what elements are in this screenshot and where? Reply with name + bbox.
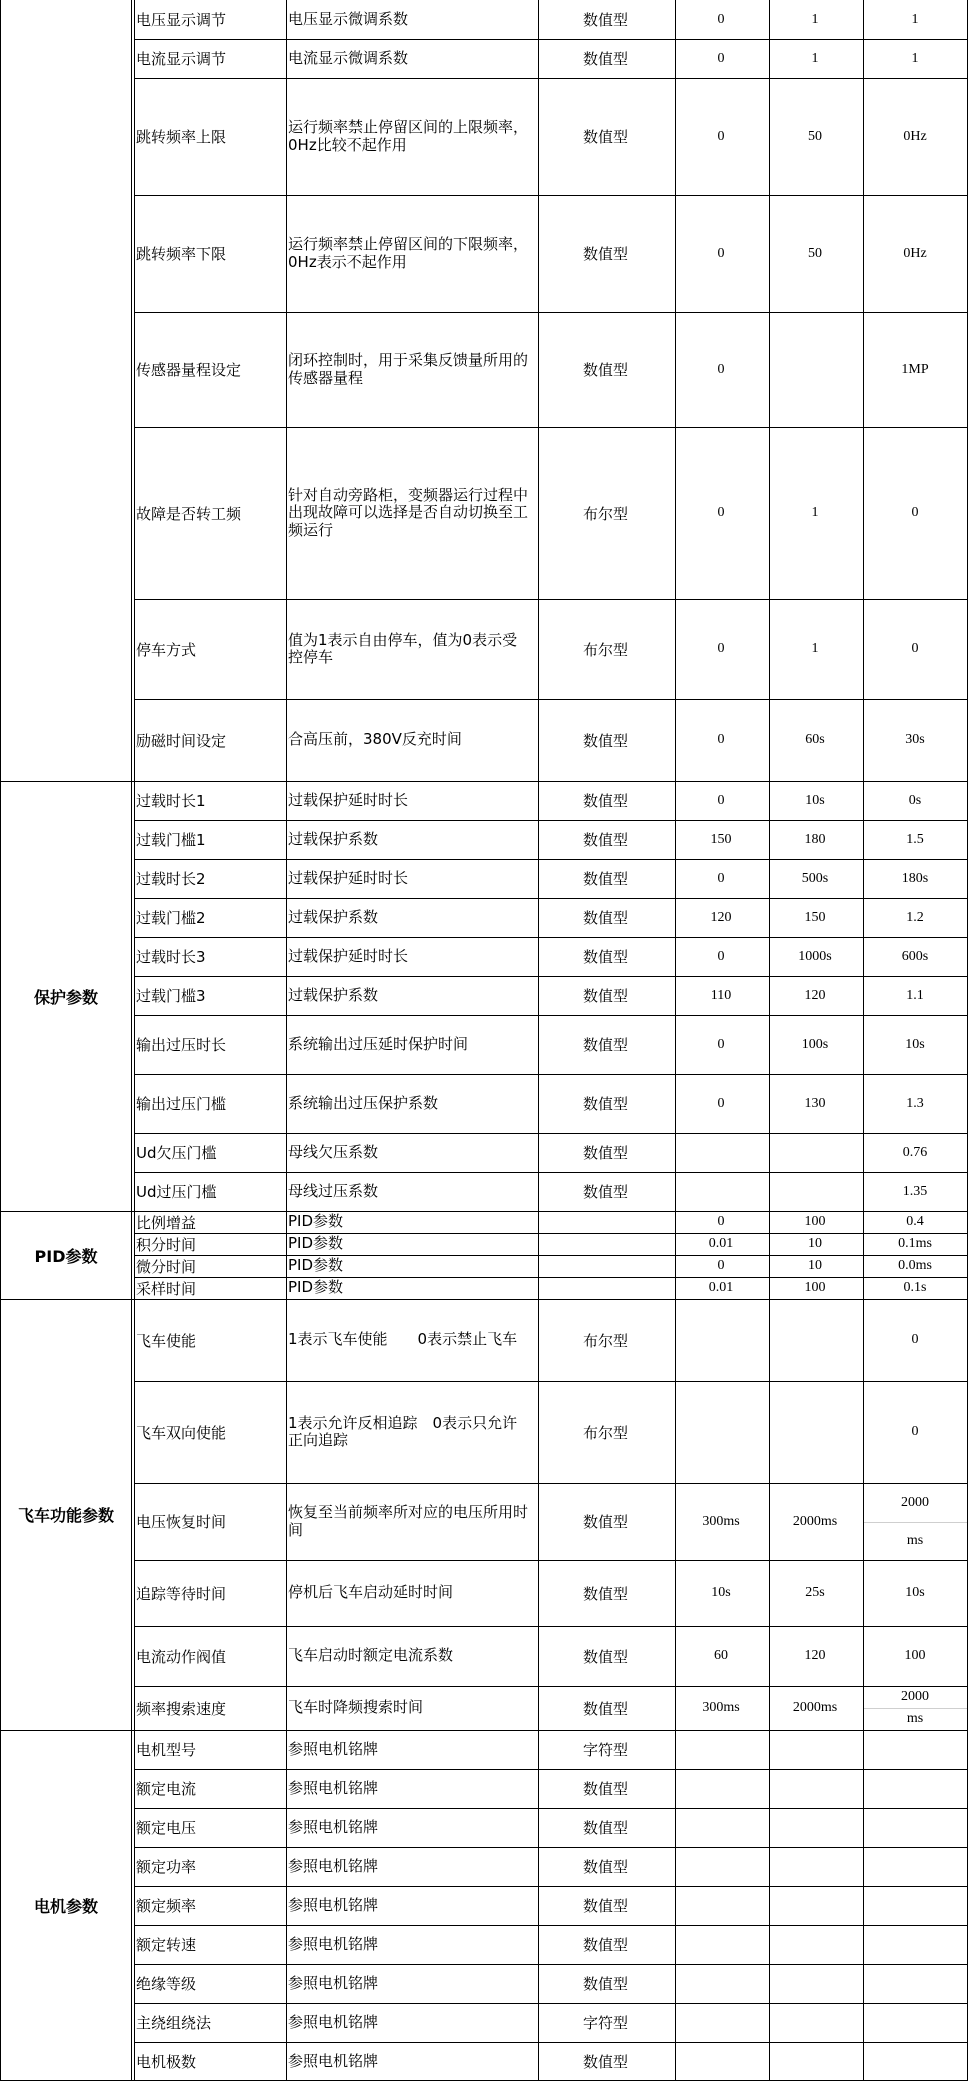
param-max	[769, 1172, 861, 1211]
param-description: 参照电机铭牌	[288, 1817, 379, 1836]
param-type: 布尔型	[582, 504, 628, 523]
param-max	[769, 2003, 861, 2042]
param-name: 输出过压门槛	[136, 1095, 227, 1113]
param-description: PID参数	[288, 1256, 344, 1275]
param-default-value: 2000	[901, 1494, 929, 1510]
param-min: 110	[710, 987, 732, 1003]
param-max: 150	[804, 909, 826, 925]
param-min: 10s	[711, 1585, 731, 1600]
param-max	[769, 1769, 861, 1808]
param-type: 数值型	[582, 1975, 628, 1993]
param-name: 电流显示调节	[136, 50, 227, 68]
column-divider	[769, 0, 770, 2081]
param-default	[863, 1769, 967, 1808]
param-default: 1MP	[901, 361, 929, 377]
param-max: 60s	[805, 732, 825, 747]
param-description: 电流显示微调系数	[288, 48, 409, 67]
param-name: 过载门槛1	[136, 831, 206, 849]
param-min: 60	[714, 1648, 728, 1663]
param-name: 停车方式	[136, 640, 197, 659]
param-min	[675, 1133, 767, 1172]
param-name: 采样时间	[136, 1279, 197, 1298]
param-max	[769, 312, 861, 427]
param-description: PID参数	[288, 1212, 344, 1231]
param-default: 0.0ms	[898, 1258, 932, 1273]
param-name: 绝缘等级	[136, 1975, 197, 1993]
param-name: 频率搜索速度	[136, 1699, 227, 1718]
param-default: 0.1s	[903, 1280, 927, 1295]
param-default: 100	[904, 1648, 926, 1663]
param-description: 参照电机铭牌	[288, 1895, 379, 1914]
param-type: 数值型	[582, 987, 628, 1005]
param-default: 0	[911, 505, 919, 520]
param-type: 数值型	[582, 1584, 628, 1603]
param-max	[769, 1925, 861, 1964]
param-max: 1	[811, 641, 819, 656]
param-name: 电压显示调节	[136, 11, 227, 29]
param-description: 过载保护系数	[288, 985, 379, 1004]
column-divider	[863, 0, 864, 2081]
param-max	[769, 1381, 861, 1483]
param-max: 100s	[801, 1036, 829, 1052]
param-min: 0	[717, 1214, 725, 1229]
param-description: 过载保护延时时长	[288, 946, 409, 965]
param-default: 1	[911, 11, 919, 27]
param-min: 0	[717, 128, 725, 144]
param-type: 数值型	[582, 1144, 628, 1162]
param-type: 数值型	[582, 50, 628, 68]
param-max: 100	[804, 1214, 826, 1229]
param-max	[769, 1808, 861, 1847]
column-divider	[134, 0, 135, 2081]
column-divider	[967, 0, 968, 2081]
group-label-protection: 保护参数	[0, 781, 132, 1211]
param-name: 额定电流	[136, 1780, 197, 1798]
param-default	[863, 2042, 967, 2081]
param-min: 0	[717, 245, 725, 261]
param-type: 数值型	[582, 1699, 628, 1718]
param-description: 过载保护延时时长	[288, 790, 409, 809]
param-type: 数值型	[582, 1183, 628, 1201]
param-min: 0	[717, 505, 725, 520]
param-name: 励磁时间设定	[136, 731, 227, 750]
param-type: 数值型	[582, 361, 628, 379]
param-default: 0	[911, 1332, 919, 1347]
param-min: 0	[717, 792, 725, 808]
group-label-flying-start: 飞车功能参数	[0, 1299, 132, 1730]
param-min: 0.01	[708, 1280, 734, 1295]
param-description: 飞车启动时额定电流系数	[288, 1646, 454, 1665]
param-description: 参照电机铭牌	[288, 1778, 379, 1797]
param-max: 120	[804, 987, 826, 1003]
param-max	[769, 1847, 861, 1886]
param-max: 10s	[805, 792, 825, 808]
param-description: 参照电机铭牌	[288, 2012, 379, 2031]
param-max: 130	[804, 1095, 826, 1111]
param-max	[769, 1730, 861, 1769]
param-default: 1.5	[906, 831, 924, 847]
param-max: 100	[804, 1280, 826, 1295]
param-min	[675, 1808, 767, 1847]
param-max: 10	[808, 1258, 822, 1273]
param-type: 数值型	[582, 948, 628, 966]
param-min: 0	[717, 870, 725, 886]
param-type: 数值型	[582, 1897, 628, 1915]
param-max: 120	[804, 1648, 826, 1663]
param-type: 数值型	[582, 1858, 628, 1876]
param-type: 数值型	[582, 1936, 628, 1954]
param-type: 数值型	[582, 245, 628, 263]
param-description: 参照电机铭牌	[288, 1856, 379, 1875]
param-description: 1表示飞车使能 0表示禁止飞车	[288, 1330, 518, 1349]
param-name: 积分时间	[136, 1235, 197, 1254]
param-default	[863, 2003, 967, 2042]
param-description: 电压显示微调系数	[288, 9, 409, 28]
param-min	[675, 1730, 767, 1769]
param-description: 母线过压系数	[288, 1181, 379, 1200]
param-min	[675, 1769, 767, 1808]
param-type: 数值型	[582, 1513, 628, 1531]
param-name: 追踪等待时间	[136, 1584, 227, 1603]
param-description: 系统输出过压延时保护时间	[288, 1034, 469, 1053]
param-min: 300ms	[702, 1700, 740, 1715]
param-type: 数值型	[582, 11, 628, 29]
param-max: 50	[808, 128, 822, 144]
param-default: 0Hz	[903, 245, 927, 261]
param-min: 0	[717, 361, 725, 377]
param-description: 过载保护系数	[288, 907, 379, 926]
param-description: 恢复至当前频率所对应的电压所用时间	[288, 1503, 529, 1539]
param-description: 参照电机铭牌	[288, 1973, 379, 1992]
param-type: 数值型	[582, 870, 628, 888]
param-name: 过载时长2	[136, 870, 206, 888]
param-default-unit: ms	[906, 1711, 924, 1726]
param-description: 运行频率禁止停留区间的下限频率，0Hz表示不起作用	[288, 235, 529, 271]
param-min	[675, 1847, 767, 1886]
param-min: 0	[717, 11, 725, 27]
param-name: Ud欠压门槛	[136, 1144, 217, 1162]
param-default: 0	[911, 641, 919, 656]
param-min: 0	[717, 1095, 725, 1111]
param-type: 数值型	[582, 1647, 628, 1666]
param-default: 1.3	[906, 1095, 924, 1111]
param-max	[769, 1886, 861, 1925]
param-min: 0	[717, 50, 725, 66]
param-description: 针对自动旁路柜，变频器运行过程中出现故障可以选择是否自动切换至工频运行	[288, 486, 529, 539]
param-default-unit: ms	[906, 1533, 924, 1548]
param-name: 过载时长3	[136, 948, 206, 966]
param-type: 数值型	[582, 731, 628, 750]
param-name: 传感器量程设定	[136, 361, 242, 379]
param-max: 2000ms	[792, 1513, 838, 1529]
param-description: 参照电机铭牌	[288, 1934, 379, 1953]
param-default	[863, 1964, 967, 2003]
param-name: 电压恢复时间	[136, 1513, 227, 1531]
param-type	[538, 1255, 673, 1277]
param-min: 0	[717, 641, 725, 656]
param-min	[675, 2042, 767, 2081]
param-type: 数值型	[582, 128, 628, 146]
param-default	[863, 1730, 967, 1769]
param-default: 0.4	[906, 1214, 924, 1229]
param-max	[769, 1133, 861, 1172]
param-description: 合高压前，380V反充时间	[288, 730, 462, 749]
param-default: 0s	[908, 792, 922, 808]
param-max	[769, 2042, 861, 2081]
param-name: 额定转速	[136, 1936, 197, 1954]
param-name: Ud过压门槛	[136, 1183, 217, 1201]
param-type: 数值型	[582, 831, 628, 849]
group-label-misc	[0, 0, 132, 781]
param-min	[675, 1925, 767, 1964]
param-max: 1	[811, 50, 819, 66]
param-default: 10s	[905, 1585, 925, 1600]
param-min	[675, 2003, 767, 2042]
param-default: 1.2	[906, 909, 924, 925]
param-min: 0	[717, 948, 725, 964]
param-type: 数值型	[582, 792, 628, 810]
param-default: 0	[911, 1424, 919, 1439]
param-default: 0.76	[902, 1144, 928, 1160]
param-min	[675, 1172, 767, 1211]
param-name: 额定电压	[136, 1819, 197, 1837]
param-name: 电流动作阀值	[136, 1647, 227, 1666]
param-type	[538, 1277, 673, 1299]
param-name: 过载时长1	[136, 792, 206, 810]
param-min	[675, 1964, 767, 2003]
param-type: 布尔型	[582, 640, 628, 659]
param-type	[538, 1233, 673, 1255]
param-default: 10s	[905, 1036, 925, 1052]
param-type: 布尔型	[582, 1423, 628, 1442]
param-min: 120	[710, 909, 732, 925]
column-divider	[286, 0, 287, 2081]
param-description: PID参数	[288, 1234, 344, 1253]
param-default	[863, 1847, 967, 1886]
param-description: 闭环控制时，用于采集反馈量所用的传感器量程	[288, 351, 529, 387]
param-name: 跳转频率上限	[136, 128, 227, 146]
param-description: 母线欠压系数	[288, 1142, 379, 1161]
param-default	[863, 1808, 967, 1847]
param-name: 主绕组绕法	[136, 2014, 212, 2032]
param-default-value: 2000	[901, 1689, 929, 1704]
param-description: 1表示允许反相追踪 0表示只允许正向追踪	[288, 1413, 518, 1449]
param-min	[675, 1886, 767, 1925]
param-description: 参照电机铭牌	[288, 2051, 379, 2070]
param-min: 150	[710, 831, 732, 847]
param-default: 0Hz	[903, 128, 927, 144]
param-name: 跳转频率下限	[136, 245, 227, 263]
param-type	[538, 1211, 673, 1233]
group-label-pid: PID参数	[0, 1211, 132, 1299]
param-name: 过载门槛2	[136, 909, 206, 927]
group-label-motor: 电机参数	[0, 1730, 132, 2081]
param-default	[863, 1925, 967, 1964]
param-max: 1	[811, 505, 819, 520]
param-name: 电机型号	[136, 1741, 197, 1759]
param-description: 飞车时降频搜索时间	[288, 1698, 424, 1717]
param-description: 过载保护延时时长	[288, 868, 409, 887]
param-max	[769, 1964, 861, 2003]
param-description: 过载保护系数	[288, 829, 379, 848]
param-default: 0.1ms	[898, 1236, 932, 1251]
param-max: 10	[808, 1236, 822, 1251]
column-divider	[675, 0, 676, 2081]
param-name: 额定功率	[136, 1858, 197, 1876]
param-max: 25s	[805, 1585, 825, 1600]
param-description: 参照电机铭牌	[288, 1739, 379, 1758]
param-max: 50	[808, 245, 822, 261]
param-max: 1000s	[798, 948, 832, 964]
param-max: 180	[804, 831, 826, 847]
param-type: 布尔型	[582, 1331, 628, 1350]
param-max: 500s	[801, 870, 829, 886]
param-description: 值为1表示自由停车，值为0表示受控停车	[288, 630, 518, 666]
param-default: 1.35	[902, 1183, 928, 1199]
param-description: 停机后飞车启动延时时间	[288, 1583, 454, 1602]
param-type: 字符型	[582, 2014, 628, 2032]
param-min: 0	[717, 1036, 725, 1052]
param-name: 输出过压时长	[136, 1036, 227, 1054]
param-max	[769, 1299, 861, 1381]
param-name: 微分时间	[136, 1257, 197, 1276]
param-type: 数值型	[582, 909, 628, 927]
param-type: 数值型	[582, 2053, 628, 2071]
param-default: 600s	[901, 948, 929, 964]
param-min: 300ms	[702, 1513, 740, 1529]
param-type: 字符型	[582, 1741, 628, 1759]
param-min: 0.01	[708, 1236, 734, 1251]
param-min	[675, 1381, 767, 1483]
param-min	[675, 1299, 767, 1381]
param-name: 额定频率	[136, 1897, 197, 1915]
param-default: 30s	[905, 732, 925, 747]
param-type: 数值型	[582, 1036, 628, 1054]
param-description: 运行频率禁止停留区间的上限频率，0Hz比较不起作用	[288, 118, 529, 154]
param-type: 数值型	[582, 1095, 628, 1113]
param-min: 0	[717, 1258, 725, 1273]
param-description: PID参数	[288, 1278, 344, 1297]
param-name: 电机极数	[136, 2053, 197, 2071]
param-description: 系统输出过压保护系数	[288, 1093, 439, 1112]
param-min: 0	[717, 732, 725, 747]
param-type: 数值型	[582, 1819, 628, 1837]
param-name: 比例增益	[136, 1213, 197, 1232]
param-type: 数值型	[582, 1780, 628, 1798]
param-name: 过载门槛3	[136, 987, 206, 1005]
param-default: 180s	[901, 870, 929, 886]
param-name: 飞车使能	[136, 1331, 197, 1350]
param-default: 1	[911, 50, 919, 66]
param-max: 2000ms	[792, 1700, 838, 1715]
param-name: 飞车双向使能	[136, 1423, 227, 1442]
column-divider	[538, 0, 539, 2081]
param-default	[863, 1886, 967, 1925]
param-default: 1.1	[906, 987, 924, 1003]
param-name: 故障是否转工频	[136, 504, 242, 523]
param-max: 1	[811, 11, 819, 27]
